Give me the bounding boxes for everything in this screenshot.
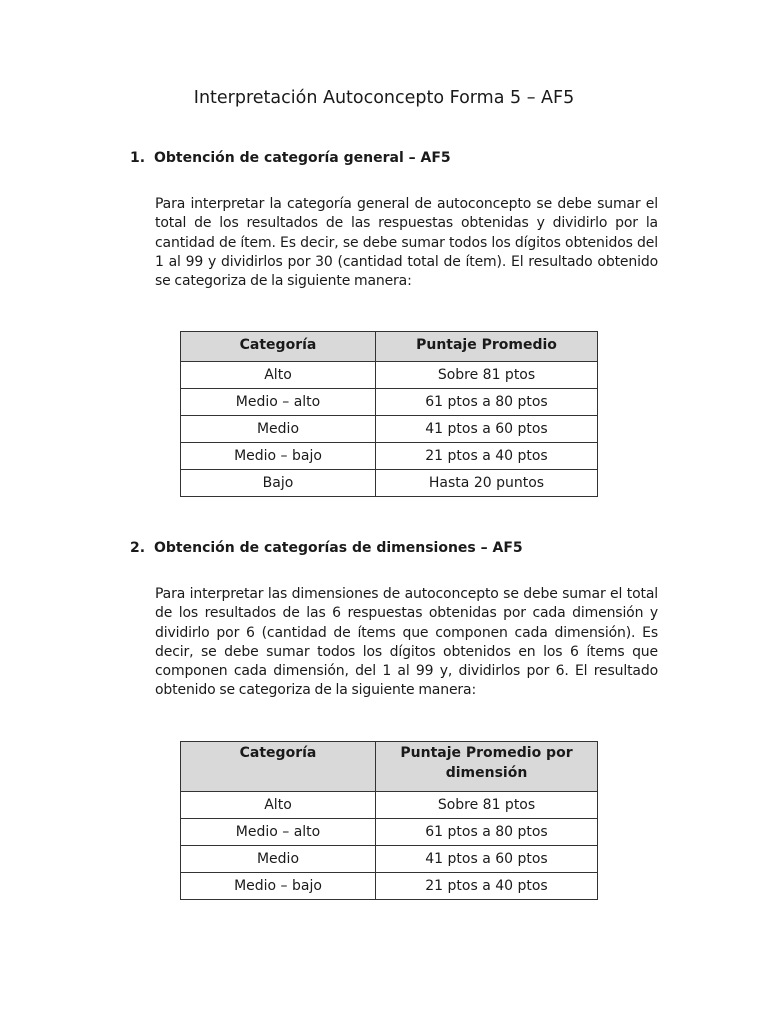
score-cell: 21 ptos a 40 ptos (376, 443, 598, 470)
column-header-categoria: Categoría (181, 332, 376, 362)
section-2-paragraph: Para interpretar las dimensiones de autoconcepto se debe sumar el total de los resultados de las 6 respuestas obtenidas por cada dimensión y dividirlo por 6 (cantidad de ítems que componen cada dimensión). Es decir, se debe sumar todos los dígitos obtenidos en los 6 ítems que componen cada dimensión, del 1 al 99 y, dividirlos por 6. El resultado obtenido se categoriza de la siguiente manera: (155, 586, 658, 699)
category-cell: Alto (181, 362, 376, 389)
category-cell: Bajo (181, 470, 376, 497)
document-title: Interpretación Autoconcepto Forma 5 – AF5 (193, 88, 575, 108)
section-1-number: 1. (130, 150, 146, 166)
table-row (181, 443, 598, 470)
category-cell: Medio – bajo (181, 443, 376, 470)
column-header-puntaje-dimension: Puntaje Promedio por dimensión (376, 742, 598, 792)
table-row (181, 873, 598, 900)
column-header-categoria: Categoría (181, 742, 376, 792)
column-header-puntaje: Puntaje Promedio (376, 332, 598, 362)
section-2-number: 2. (130, 540, 146, 556)
score-cell: 61 ptos a 80 ptos (376, 819, 598, 846)
table-row (181, 416, 598, 443)
category-cell: Medio (181, 416, 376, 443)
table-header-row (181, 742, 598, 792)
table-header-row (181, 332, 598, 362)
category-cell: Medio – alto (181, 389, 376, 416)
section-1-heading (130, 148, 451, 168)
category-cell: Medio – bajo (181, 873, 376, 900)
category-cell: Medio – alto (181, 819, 376, 846)
section-1-paragraph: Para interpretar la categoría general de autoconcepto se debe sumar el total de los resultados de las respuestas obtenidas y dividirlo por la cantidad de ítem. Es decir, se debe sumar todos los dígitos obtenidos del 1 al 99 y dividirlos por 30 (cantidad total de ítem). El resultado obtenido se categoriza de la siguiente manera: (155, 196, 658, 290)
table-row (181, 389, 598, 416)
score-cell: 61 ptos a 80 ptos (376, 389, 598, 416)
category-cell: Medio (181, 846, 376, 873)
table-row (181, 819, 598, 846)
table-row (181, 792, 598, 819)
score-cell: Sobre 81 ptos (376, 792, 598, 819)
score-cell: 21 ptos a 40 ptos (376, 873, 598, 900)
score-cell: Sobre 81 ptos (376, 362, 598, 389)
table-row (181, 470, 598, 497)
section-1-title: Obtención de categoría general – AF5 (154, 150, 451, 166)
table-row (181, 362, 598, 389)
score-cell: 41 ptos a 60 ptos (376, 416, 598, 443)
section-2-heading (130, 538, 523, 558)
section-2-title: Obtención de categorías de dimensiones – AF5 (154, 540, 523, 556)
score-cell: Hasta 20 puntos (376, 470, 598, 497)
general-category-table (180, 331, 598, 497)
table-row (181, 846, 598, 873)
category-cell: Alto (181, 792, 376, 819)
score-cell: 41 ptos a 60 ptos (376, 846, 598, 873)
dimension-category-table (180, 741, 598, 900)
